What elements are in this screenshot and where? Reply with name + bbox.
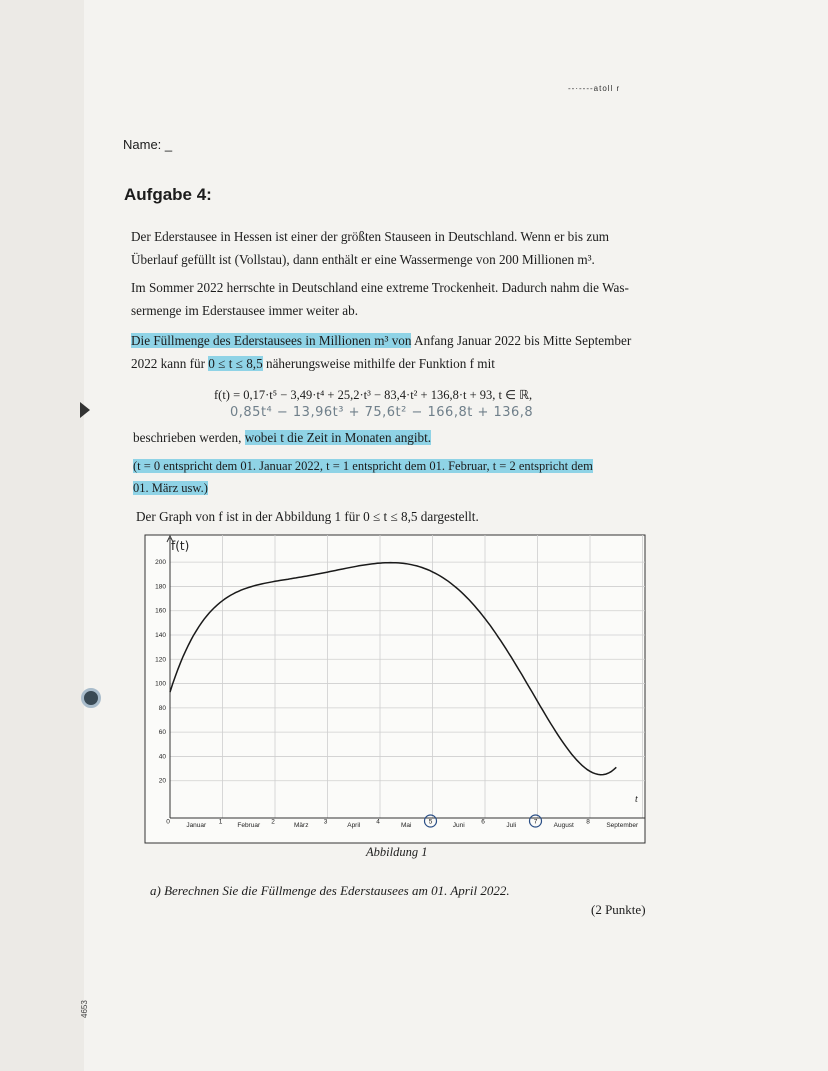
figure-caption: Abbildung 1 [366, 845, 428, 859]
task-title: Aufgabe 4: [124, 185, 212, 204]
name-field [123, 137, 172, 152]
chart-frame [145, 535, 645, 843]
x-axis-label: t [635, 794, 638, 805]
y-tick-label: 140 [155, 632, 166, 639]
month-label: Juni [452, 822, 465, 829]
paragraph-2 [131, 276, 651, 322]
question-points: (2 Punkte) [591, 902, 646, 917]
text-span: 2022 kann für [131, 356, 209, 371]
y-tick-label: 20 [158, 777, 166, 785]
name-value: _ [164, 137, 173, 152]
x-tick-label: 8 [586, 818, 590, 826]
text-line [133, 477, 648, 499]
header-stamp: --·----atoll r [568, 84, 621, 93]
x-tick-label: 7 [533, 818, 538, 826]
y-tick-label: 80 [158, 704, 166, 712]
highlight: Die Füllmenge des Ederstausees in Millionen m³ von [131, 333, 412, 348]
x-tick-label: 5 [428, 818, 433, 826]
x-tick-label: 3 [323, 818, 328, 826]
month-label: Juli [506, 822, 517, 829]
x-tick-label: 1 [218, 818, 223, 826]
y-tick-label: 200 [155, 559, 166, 567]
y-tick-label: 160 [155, 607, 166, 615]
paragraph-6: Der Graph von f ist in der Abbildung 1 für 0 ≤ t ≤ 8,5 dargestellt. [136, 509, 479, 524]
question-a: a) Berechnen Sie die Füllmenge des Ederstausees am 01. April 2022. [150, 883, 510, 898]
month-label: April [347, 822, 361, 829]
y-axis-label: f(t) [171, 539, 190, 553]
month-label: Januar [186, 822, 207, 829]
month-label: Februar [237, 822, 261, 829]
paragraph-1 [131, 225, 651, 271]
paragraph-5 [133, 455, 648, 499]
month-label: September [606, 822, 639, 829]
text-line [131, 352, 651, 375]
y-tick-label: 60 [158, 729, 166, 737]
y-tick-label: 120 [155, 656, 166, 664]
formula: f(t) = 0,17·t⁵ − 3,49·t⁴ + 25,2·t³ − 83,4·t² + 136,8·t + 93, t ∈ ℝ, [214, 388, 533, 402]
handwritten-derivative: 0,85t⁴ − 13,96t³ + 75,6t² − 166,8t + 136,8 [230, 405, 534, 420]
text-span: beschrieben werden, [133, 430, 245, 445]
x-tick-label: 4 [376, 818, 380, 826]
y-tick-label: 40 [158, 753, 166, 761]
highlight: (t = 0 entspricht dem 01. Januar 2022, t = 1 entspricht dem 01. Februar, t = 2 entspricht dem [133, 459, 593, 473]
paragraph-4 [133, 430, 431, 446]
y-tick-label: 100 [155, 680, 166, 688]
month-label: März [294, 822, 309, 829]
month-label: Mai [401, 822, 412, 829]
highlight: wobei t die Zeit in Monaten angibt. [244, 430, 432, 445]
circle-marker-icon [81, 688, 101, 708]
text-line [133, 455, 648, 477]
left-edge-marker [80, 402, 90, 418]
paragraph-3 [131, 329, 651, 375]
text-span: Anfang Januar 2022 bis Mitte September [411, 333, 632, 348]
text-span: näherungsweise mithilfe der Funktion f mit [262, 356, 495, 371]
text-line: Im Sommer 2022 herrschte in Deutschland eine extreme Trockenheit. Dadurch nahm die Was- [131, 280, 629, 295]
x-tick-label: 6 [481, 818, 485, 826]
month-label: August [553, 822, 574, 829]
text-line: Der Ederstausee in Hessen ist einer der größten Stauseen in Deutschland. Wenn er bis zum [131, 229, 610, 244]
text-line [131, 329, 651, 352]
chart-figure [140, 530, 660, 850]
text-line: sermenge im Ederstausee immer weiter ab. [131, 303, 359, 318]
text-line: Überlauf gefüllt ist (Vollstau), dann enthält er eine Wassermenge von 200 Millionen m³. [131, 252, 595, 267]
highlight: 0 ≤ t ≤ 8,5 [208, 356, 263, 371]
page-id: 4653 [80, 1000, 89, 1018]
highlight: 01. März usw.) [133, 481, 208, 495]
name-label: Name: [123, 137, 162, 152]
x-tick-label: 0 [166, 818, 170, 826]
x-tick-label: 2 [271, 818, 275, 826]
y-tick-label: 180 [155, 583, 166, 591]
